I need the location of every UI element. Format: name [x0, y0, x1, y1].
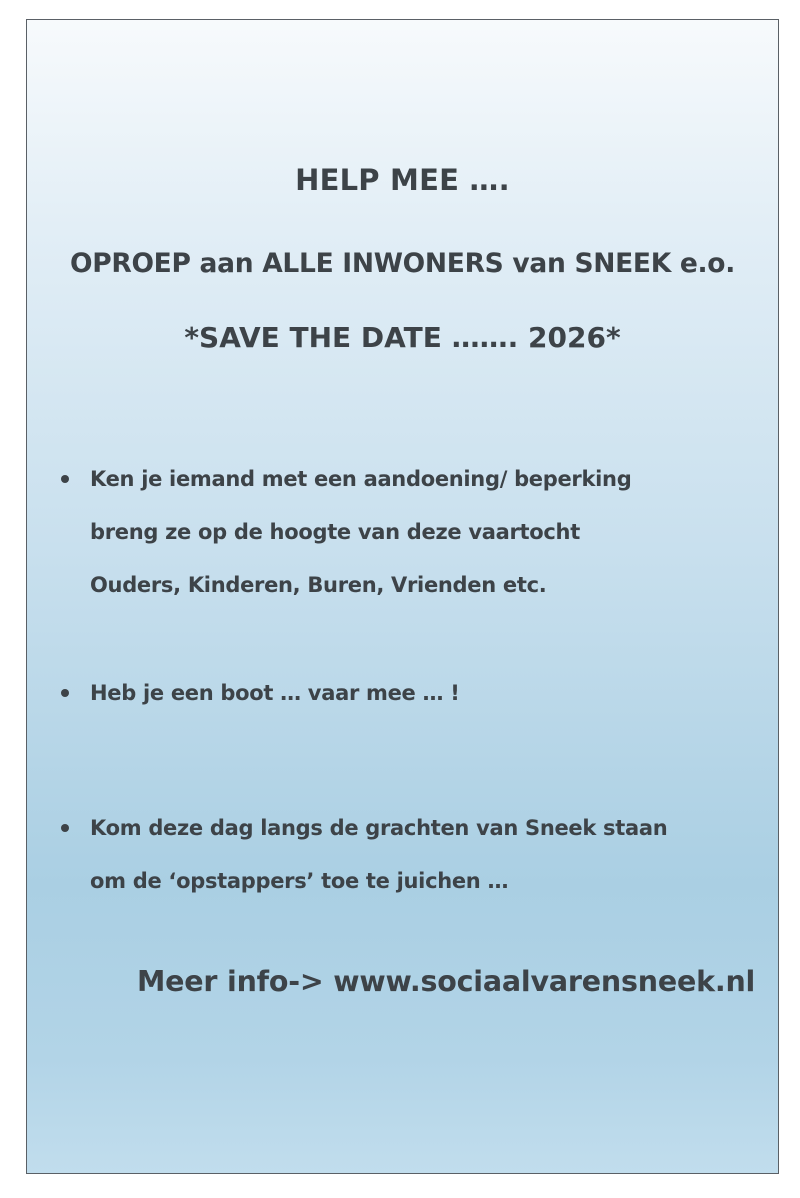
bullet-dot-icon — [61, 824, 69, 832]
poster-heading: HELP MEE …. — [295, 163, 510, 197]
bullet-1-line-3: Ouders, Kinderen, Buren, Vrienden etc. — [90, 573, 547, 597]
poster — [26, 19, 779, 1174]
bullet-3-line-1: Kom deze dag langs de grachten van Sneek staan — [90, 816, 668, 840]
bullet-dot-icon — [61, 475, 69, 483]
more-info-link[interactable]: Meer info-> www.sociaalvarensneek.nl — [137, 965, 756, 998]
bullet-1-line-1: Ken je iemand met een aandoening/ beperking — [90, 467, 632, 491]
save-the-date: *SAVE THE DATE ……. 2026* — [184, 321, 621, 354]
poster-subheading: OPROEP aan ALLE INWONERS van SNEEK e.o. — [70, 248, 735, 279]
bullet-dot-icon — [61, 689, 69, 697]
bullet-1-line-2: breng ze op de hoogte van deze vaartocht — [90, 520, 580, 544]
bullet-3-line-2: om de ‘opstappers’ toe te juichen … — [90, 869, 509, 893]
bullet-2-line-1: Heb je een boot … vaar mee … ! — [90, 681, 460, 705]
